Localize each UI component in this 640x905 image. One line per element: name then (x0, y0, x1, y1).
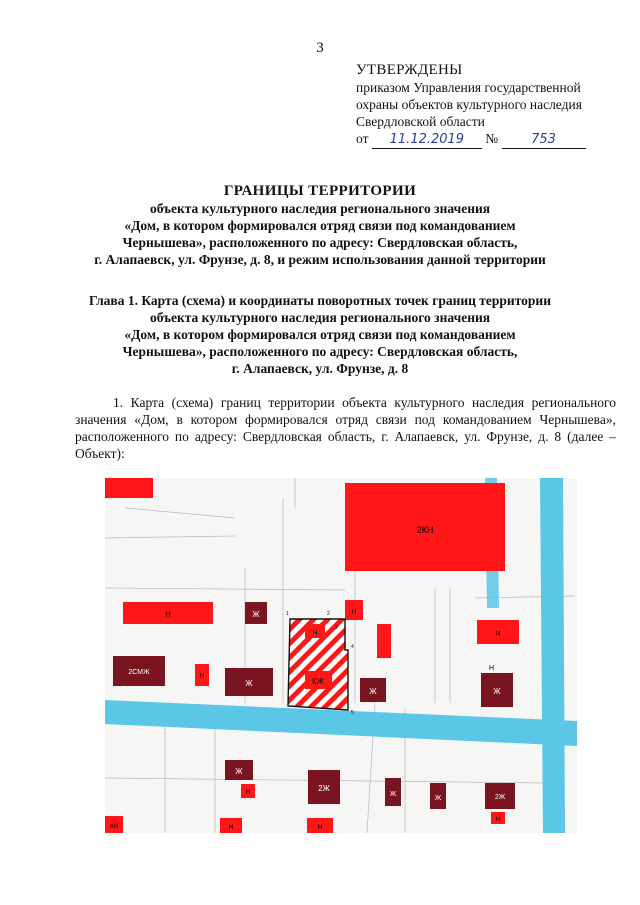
title-line: Чернышева», расположенного по адресу: Свердловская область, (122, 235, 518, 250)
number-prefix: № (485, 131, 499, 146)
title-line: г. Алапаевск, ул. Фрунзе, д. 8, и режим использования данной территории (94, 252, 546, 267)
building-label: Ж (252, 610, 260, 619)
approval-heading: УТВЕРЖДЕНЫ (356, 62, 463, 78)
building-label: Н (312, 630, 318, 637)
building-label: Н (228, 824, 234, 831)
document-title (60, 183, 580, 268)
turning-point-label: 5 (351, 710, 354, 716)
object-label: КЖ (311, 677, 325, 686)
page-number: 3 (316, 40, 324, 56)
chapter-heading (60, 292, 580, 377)
building-label: Н (199, 673, 205, 680)
building-label: Ж (245, 679, 253, 688)
date-value: 11.12.2019 (372, 131, 482, 149)
building-label: Ж (369, 687, 377, 696)
approval-line: приказом Управления государственной (356, 80, 581, 95)
chapter-line: «Дом, в котором формировался отряд связи под командованием (124, 327, 516, 342)
turning-point-label: 4 (351, 644, 354, 650)
building (105, 478, 153, 498)
approval-line: охраны объектов культурного наследия (356, 97, 582, 112)
building-label: Ж (235, 767, 243, 776)
body-paragraph: 1. Карта (схема) границ территории объекта культурного наследия регионального значения «Дом, в котором формировался отряд связи под командованием Чернышева», расположенного по адресу: Свердловская область, г. Алапаевск, ул. Фрунзе, д. 8 (далее – Объект): (75, 395, 616, 461)
title-line: ГРАНИЦЫ ТЕРРИТОРИИ (223, 183, 417, 199)
building-label: 2Ж (318, 784, 330, 793)
approval-block (356, 62, 586, 149)
turning-point-label: 3 (335, 625, 338, 631)
territory-map (105, 478, 577, 833)
title-line: объекта культурного наследия регионального значения (149, 201, 491, 216)
title-line: «Дом, в котором формировался отряд связи под командованием (124, 218, 516, 233)
building (377, 624, 391, 658)
building-label: Н (165, 610, 171, 619)
big-building-label: 2КН (416, 525, 434, 535)
chapter-line: Чернышева», расположенного по адресу: Свердловская область, (122, 344, 518, 359)
approval-line: Свердловской области (356, 114, 485, 129)
street-vertical (540, 478, 565, 833)
building-label: Н (495, 817, 501, 823)
building-label: Н (317, 824, 323, 831)
building-label: Ж (493, 687, 501, 696)
building-label: Н (245, 789, 251, 796)
building-label: 2Ж (494, 794, 506, 801)
building-label: Н (489, 665, 495, 672)
turning-point-label: 1 (286, 611, 289, 617)
date-prefix: от (356, 131, 369, 146)
building-label: Н (495, 631, 501, 638)
building-label: КН (110, 824, 118, 830)
building-label: Н (351, 609, 357, 616)
building-label: Ж (434, 795, 442, 802)
building-label: 2СМЖ (128, 669, 150, 676)
chapter-line: Глава 1. Карта (схема) и координаты поворотных точек границ территории (89, 293, 551, 308)
chapter-line: г. Алапаевск, ул. Фрунзе, д. 8 (231, 361, 409, 376)
building-label: Ж (389, 791, 397, 798)
order-number: 753 (502, 131, 586, 149)
approval-date-row (356, 130, 586, 149)
turning-point-label: 2 (327, 611, 330, 617)
chapter-line: объекта культурного наследия регионального значения (149, 310, 491, 325)
